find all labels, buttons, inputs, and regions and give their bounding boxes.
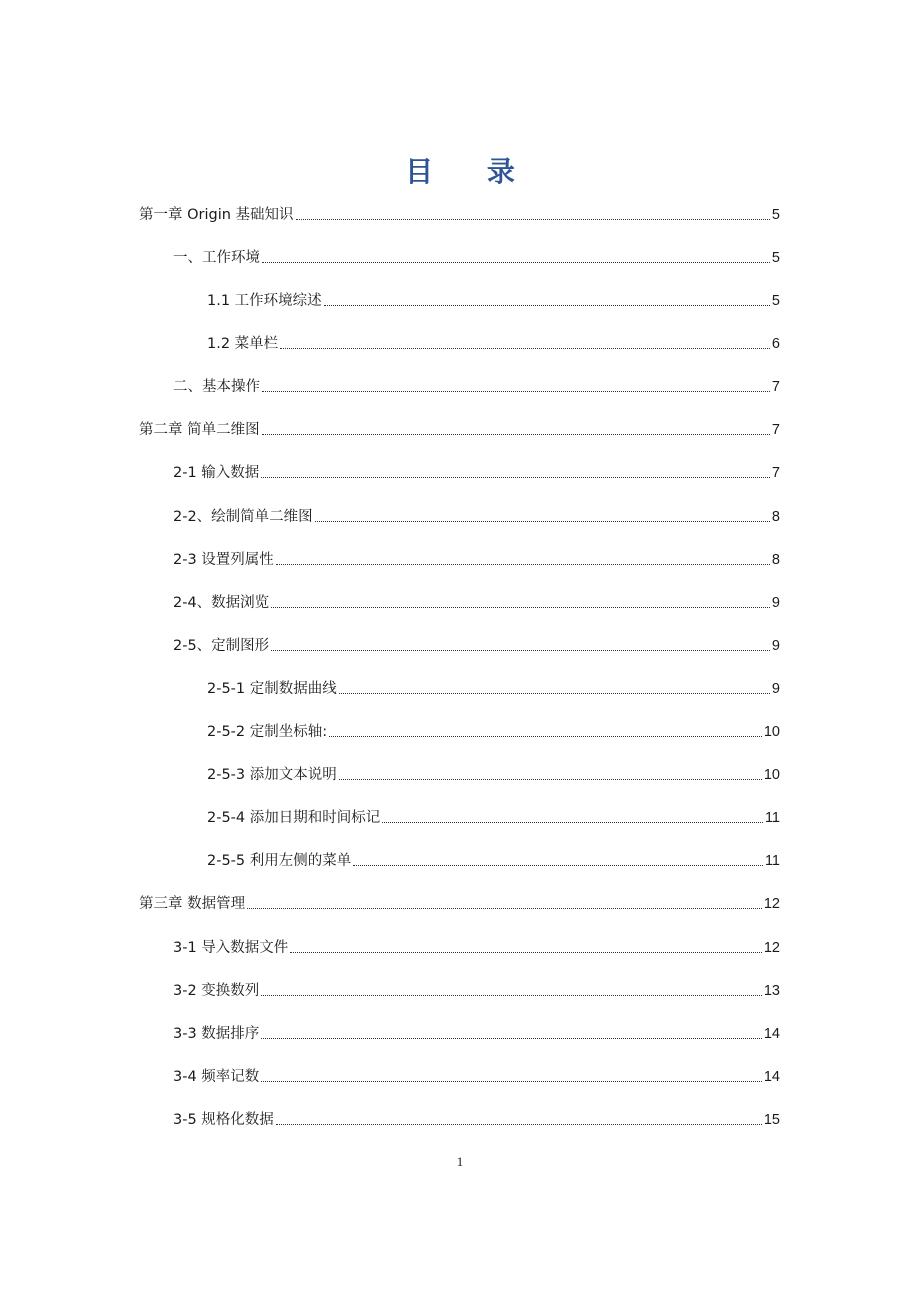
- toc-entry-page: 14: [763, 1026, 780, 1042]
- toc-dot-leader: [324, 305, 770, 306]
- toc-dot-leader: [247, 908, 762, 909]
- toc-entry-page: 7: [771, 379, 780, 395]
- toc-entry-2-5[interactable]: [173, 630, 780, 656]
- toc-entry-label: 2-5-4 添加日期和时间标记: [207, 810, 381, 826]
- toc-dot-leader: [271, 607, 770, 608]
- toc-entry-chapter-1[interactable]: [139, 199, 780, 225]
- toc-entry-label: 3-5 规格化数据: [173, 1112, 274, 1128]
- toc-entry-2-2[interactable]: [173, 501, 780, 527]
- toc-entry-page: 10: [763, 724, 780, 740]
- toc-entry-page: 7: [771, 465, 780, 481]
- toc-dot-leader: [329, 736, 762, 737]
- toc-entry-label: 一、工作环境: [173, 250, 260, 266]
- toc-entry-2-5-1[interactable]: [207, 673, 780, 699]
- toc-entry-page: 13: [763, 983, 780, 999]
- toc-dot-leader: [296, 219, 770, 220]
- toc-entry-label: 第三章 数据管理: [139, 896, 246, 912]
- toc-dot-leader: [290, 952, 762, 953]
- toc-dot-leader: [261, 1081, 762, 1082]
- toc-entry-page: 12: [763, 940, 780, 956]
- toc-dot-leader: [261, 1038, 762, 1039]
- toc-dot-leader: [339, 779, 762, 780]
- toc-entry-page: 9: [771, 595, 780, 611]
- page-number: 1: [456, 1154, 464, 1169]
- toc-entry-2-1[interactable]: [173, 457, 780, 483]
- toc-entry-page: 6: [771, 336, 780, 352]
- toc-entry-label: 2-5、定制图形: [173, 638, 270, 654]
- toc-entry-label: 2-1 输入数据: [173, 465, 260, 481]
- toc-dot-leader: [280, 348, 770, 349]
- toc-entry-label: 1.1 工作环境综述: [207, 293, 322, 309]
- toc-entry-page: 9: [771, 638, 780, 654]
- toc-dot-leader: [315, 521, 770, 522]
- toc-entry-label: 2-2、绘制简单二维图: [173, 509, 313, 525]
- toc-entry-label: 二、基本操作: [173, 379, 260, 395]
- toc-entry-label: 2-3 设置列属性: [173, 552, 274, 568]
- toc-entry-work-environment[interactable]: [173, 242, 780, 268]
- toc-entry-page: 5: [771, 250, 780, 266]
- toc-dot-leader: [262, 391, 770, 392]
- toc-entry-page: 5: [771, 293, 780, 309]
- toc-entry-page: 8: [771, 509, 780, 525]
- toc-entry-page: 7: [771, 422, 780, 438]
- toc-dot-leader: [261, 995, 762, 996]
- toc-entry-page: 9: [771, 681, 780, 697]
- toc-entry-label: 2-5-5 利用左侧的菜单: [207, 853, 352, 869]
- toc-entry-label: 3-4 频率记数: [173, 1069, 260, 1085]
- toc-entry-page: 10: [763, 767, 780, 783]
- toc-entry-page: 14: [763, 1069, 780, 1085]
- toc-entry-2-5-4[interactable]: [207, 802, 780, 828]
- toc-entry-3-5[interactable]: [173, 1104, 780, 1130]
- toc-entry-2-3[interactable]: [173, 544, 780, 570]
- toc-dot-leader: [353, 865, 763, 866]
- toc-entry-label: 1.2 菜单栏: [207, 336, 279, 352]
- toc-entry-2-5-3[interactable]: [207, 759, 780, 785]
- toc-entry-label: 3-1 导入数据文件: [173, 940, 289, 956]
- toc-entry-3-1[interactable]: [173, 932, 780, 958]
- toc-entry-page: 11: [764, 810, 780, 826]
- toc-dot-leader: [261, 477, 770, 478]
- toc-entry-1-2[interactable]: [207, 328, 780, 354]
- toc-entry-2-5-2[interactable]: [207, 716, 780, 742]
- toc-entry-label: 2-4、数据浏览: [173, 595, 270, 611]
- toc-entry-page: 11: [764, 853, 780, 869]
- toc-dot-leader: [382, 822, 763, 823]
- toc-entry-3-2[interactable]: [173, 975, 780, 1001]
- toc-entry-1-1[interactable]: [207, 285, 780, 311]
- toc-entry-chapter-3[interactable]: [139, 888, 780, 914]
- page-title: 目 录: [405, 155, 537, 188]
- toc-entry-label: 第二章 简单二维图: [139, 422, 260, 438]
- toc-entry-page: 12: [763, 896, 780, 912]
- toc-entry-label: 3-2 变换数列: [173, 983, 260, 999]
- toc-entry-page: 5: [771, 207, 780, 223]
- toc-dot-leader: [262, 262, 770, 263]
- toc-entry-label: 2-5-2 定制坐标轴:: [207, 724, 328, 740]
- toc-entry-3-3[interactable]: [173, 1018, 780, 1044]
- toc-dot-leader: [276, 564, 770, 565]
- toc-entry-chapter-2[interactable]: [139, 414, 780, 440]
- toc-entry-basic-operations[interactable]: [173, 371, 780, 397]
- toc-entry-2-4[interactable]: [173, 587, 780, 613]
- toc-entry-3-4[interactable]: [173, 1061, 780, 1087]
- toc-entry-label: 2-5-1 定制数据曲线: [207, 681, 337, 697]
- toc-dot-leader: [271, 650, 770, 651]
- toc-entry-label: 3-3 数据排序: [173, 1026, 260, 1042]
- toc-entry-page: 8: [771, 552, 780, 568]
- toc-entry-label: 2-5-3 添加文本说明: [207, 767, 337, 783]
- toc-entry-label: 第一章 Origin 基础知识: [139, 207, 294, 223]
- toc-dot-leader: [262, 434, 770, 435]
- toc-entry-page: 15: [763, 1112, 780, 1128]
- toc-dot-leader: [339, 693, 770, 694]
- toc-entry-2-5-5[interactable]: [207, 845, 780, 871]
- toc-dot-leader: [276, 1124, 762, 1125]
